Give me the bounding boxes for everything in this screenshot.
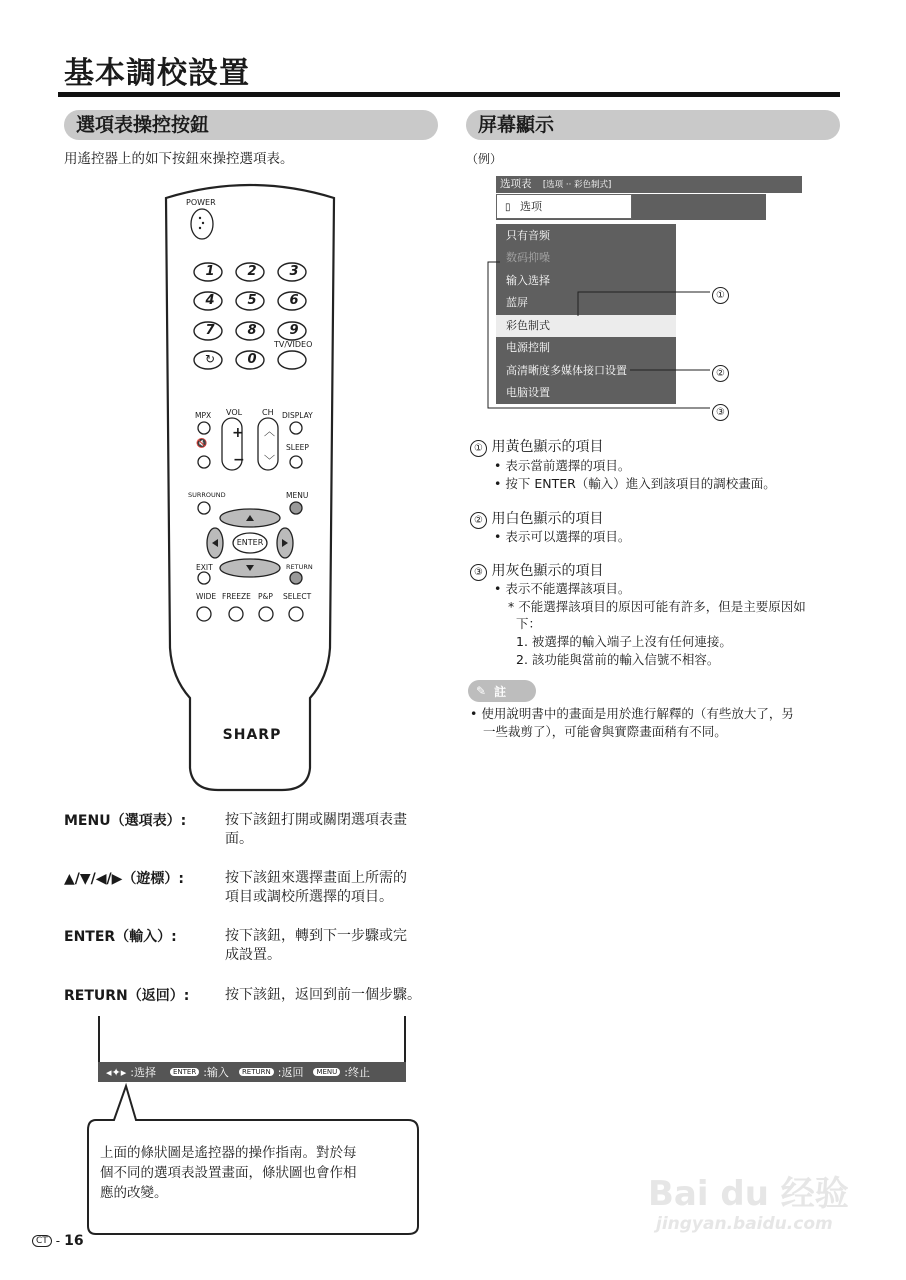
key-enter-desc2: 成設置。 [225, 947, 281, 963]
note-1-bullet-1-text: 表示當前選擇的項目。 [505, 458, 631, 473]
vol-label: VOL [226, 408, 243, 417]
key-menu: MENU（選項表）: [64, 813, 187, 829]
key-menu-desc2: 面。 [225, 831, 253, 847]
cursor-icon: ◂✦▸ [106, 1065, 127, 1079]
exit-label: EXIT [196, 563, 213, 572]
reason-line-1: * 不能選擇該項目的原因可能有許多，但是主要原因如 [508, 599, 806, 614]
tip-line-1: 上面的條狀圖是遙控器的操作指南。對於每 [100, 1145, 357, 1161]
digit-2[interactable]: 2 [247, 264, 257, 279]
guide-return: :返回 [277, 1066, 304, 1079]
power-button [191, 209, 213, 239]
sleep-label: SLEEP [286, 443, 309, 452]
note-1-text: 用黃色顯示的項目 [491, 439, 604, 455]
digit-3[interactable]: 3 [289, 264, 299, 279]
note-badge [468, 680, 536, 702]
guide-enter-btn: ENTER [170, 1068, 199, 1076]
note-2-bullet-1-text: 表示可以選擇的項目。 [505, 529, 631, 544]
note-text-2: 一些裁剪了），可能會與實際畫面稍有不同。 [483, 724, 727, 739]
note-badge-label: 註 [494, 684, 507, 699]
vol-down-icon[interactable]: − [233, 452, 245, 468]
page-prefix: CT [32, 1235, 52, 1247]
page-sep: - [55, 1234, 61, 1248]
guide-bar [98, 1062, 406, 1082]
callout-2: ② [712, 365, 729, 382]
page-number: 16 [64, 1233, 84, 1249]
intro-text: 用遙控器上的如下按鈕來操控選項表。 [64, 151, 294, 167]
note-3-num: ③ [470, 564, 487, 581]
tvvideo-label: TV/VIDEO [274, 340, 313, 349]
digit-7[interactable]: 7 [205, 323, 215, 338]
menu-item-color-system[interactable]: 彩色制式 [496, 315, 676, 337]
digit-8[interactable]: 8 [247, 323, 257, 338]
wide-label: WIDE [196, 592, 217, 601]
note-text-1: • 使用說明書中的畫面是用於進行解釋的（有些放大了，另 [470, 706, 794, 721]
ch-up-icon[interactable]: ︿ [264, 425, 275, 438]
menu-label: MENU [286, 491, 309, 500]
digit-5[interactable]: 5 [247, 293, 257, 308]
power-label: POWER [186, 198, 216, 207]
enter-button[interactable]: ENTER [236, 538, 264, 547]
page-title: 基本調校設置 [64, 56, 250, 91]
key-cursor: ▲/▼/◀/▶（遊標）: [64, 871, 185, 887]
menu-item-pc-setup[interactable]: 电脑设置 [506, 386, 550, 399]
reason-item-1: 1. 被選擇的輸入端子上沒有任何連接。 [516, 634, 732, 649]
section-heading-menu-buttons: 選項表操控按鈕 [64, 110, 438, 140]
display-label: DISPLAY [282, 411, 313, 420]
key-enter: ENTER（輸入）: [64, 929, 177, 945]
menu-item-input-select[interactable]: 输入选择 [506, 274, 550, 287]
menu-item-blue-screen[interactable]: 蓝屏 [506, 296, 528, 309]
key-return-desc1: 按下該鈕，返回到前一個步驟。 [225, 987, 421, 1003]
note-1-bullet-1: • 表示當前選擇的項目。 [494, 458, 631, 473]
key-cursor-desc1: 按下該鈕來選擇畫面上所需的 [225, 870, 407, 886]
guide-menu-btn: MENU [313, 1068, 340, 1076]
note-1-title [470, 436, 603, 457]
options-tab-icon: ▯ [505, 202, 511, 213]
digit-1[interactable]: 1 [205, 264, 215, 279]
callout-lines [484, 250, 724, 420]
screen-title: 选项表 [500, 178, 532, 190]
key-menu-desc1: 按下該鈕打開或關閉選項表畫 [225, 812, 407, 828]
digit-6[interactable]: 6 [289, 293, 299, 308]
note-1-num: ① [470, 440, 487, 457]
pp-label: P&P [258, 592, 273, 601]
page-number-block [32, 1233, 84, 1249]
note-2-title [470, 508, 603, 529]
screen-tab-options[interactable] [496, 194, 632, 219]
digit-0[interactable]: 0 [247, 352, 257, 367]
watermark-logo: Bai du 经验 [648, 1174, 849, 1214]
reason-line-2: 下： [516, 616, 542, 631]
brand-logo: SHARP [222, 727, 282, 743]
tip-line-3: 應的改變。 [100, 1185, 168, 1201]
note-text-1-span: 使用說明書中的畫面是用於進行解釋的（有些放大了，另 [481, 706, 794, 721]
pencil-icon: ✎ [476, 684, 487, 698]
example-label: （例） [466, 152, 503, 166]
callout-1: ① [712, 287, 729, 304]
note-3-text: 用灰色顯示的項目 [491, 563, 604, 579]
screen-title-bar [496, 176, 802, 193]
key-enter-desc1: 按下該鈕，轉到下一步驟或完 [225, 928, 407, 944]
guide-return-btn: RETURN [239, 1068, 274, 1076]
mpx-label: MPX [195, 411, 212, 420]
note-1-bullet-2: • 按下 ENTER（輸入）進入到該項目的調校畫面。 [494, 476, 776, 491]
note-2-num: ② [470, 512, 487, 529]
key-cursor-desc2: 項目或調校所選擇的項目。 [225, 889, 393, 905]
mute-icon: 🔇 [196, 439, 208, 449]
freeze-label: FREEZE [222, 592, 251, 601]
guide-menu: :终止 [344, 1066, 370, 1079]
menu-item-dnr: 数码抑噪 [506, 251, 550, 264]
flashback-icon[interactable]: ↻ [204, 352, 216, 366]
screen-breadcrumb: [选项 ·· 彩色制式] [542, 180, 612, 190]
surround-label: SURROUND [188, 491, 226, 499]
digit-9[interactable]: 9 [289, 323, 299, 338]
reason-item-2: 2. 該功能與當前的輸入信號不相容。 [516, 652, 720, 667]
guide-select: :选择 [130, 1066, 156, 1079]
callout-3: ③ [712, 404, 729, 421]
note-3-bullet-1: • 表示不能選擇該項目。 [494, 581, 631, 596]
return-label: RETURN [286, 563, 313, 571]
menu-item-hdmi-setup[interactable]: 高清晰度多媒体接口设置 [506, 364, 627, 377]
guide-enter: :输入 [203, 1066, 229, 1079]
note-1-bullet-2-text: 按下 ENTER（輸入）進入到該項目的調校畫面。 [505, 476, 776, 491]
digit-4[interactable]: 4 [205, 293, 215, 308]
select-label: SELECT [283, 592, 312, 601]
watermark-url: jingyan.baidu.com [656, 1214, 833, 1234]
note-2-bullet-1: • 表示可以選擇的項目。 [494, 529, 631, 544]
tip-line-2: 個不同的選項表設置畫面，條狀圖也會作相 [100, 1165, 357, 1181]
menu-item-power-control[interactable]: 电源控制 [506, 341, 550, 354]
note-3-title [470, 560, 603, 581]
section-heading-screen-display: 屏幕顯示 [466, 110, 840, 140]
screen-edge-left [98, 1016, 100, 1062]
vol-up-icon[interactable]: + [232, 425, 244, 441]
ch-down-icon[interactable]: ﹀ [264, 454, 275, 467]
menu-item-audio-only[interactable]: 只有音频 [506, 229, 550, 242]
title-rule [58, 92, 840, 97]
key-return: RETURN（返回）: [64, 988, 190, 1004]
screen-edge-right [404, 1016, 406, 1062]
note-2-text: 用白色顯示的項目 [491, 511, 604, 527]
screen-tab-label: 选项 [520, 200, 543, 213]
note-3-bullet-1-text: 表示不能選擇該項目。 [505, 581, 631, 596]
ch-label: CH [262, 408, 274, 417]
